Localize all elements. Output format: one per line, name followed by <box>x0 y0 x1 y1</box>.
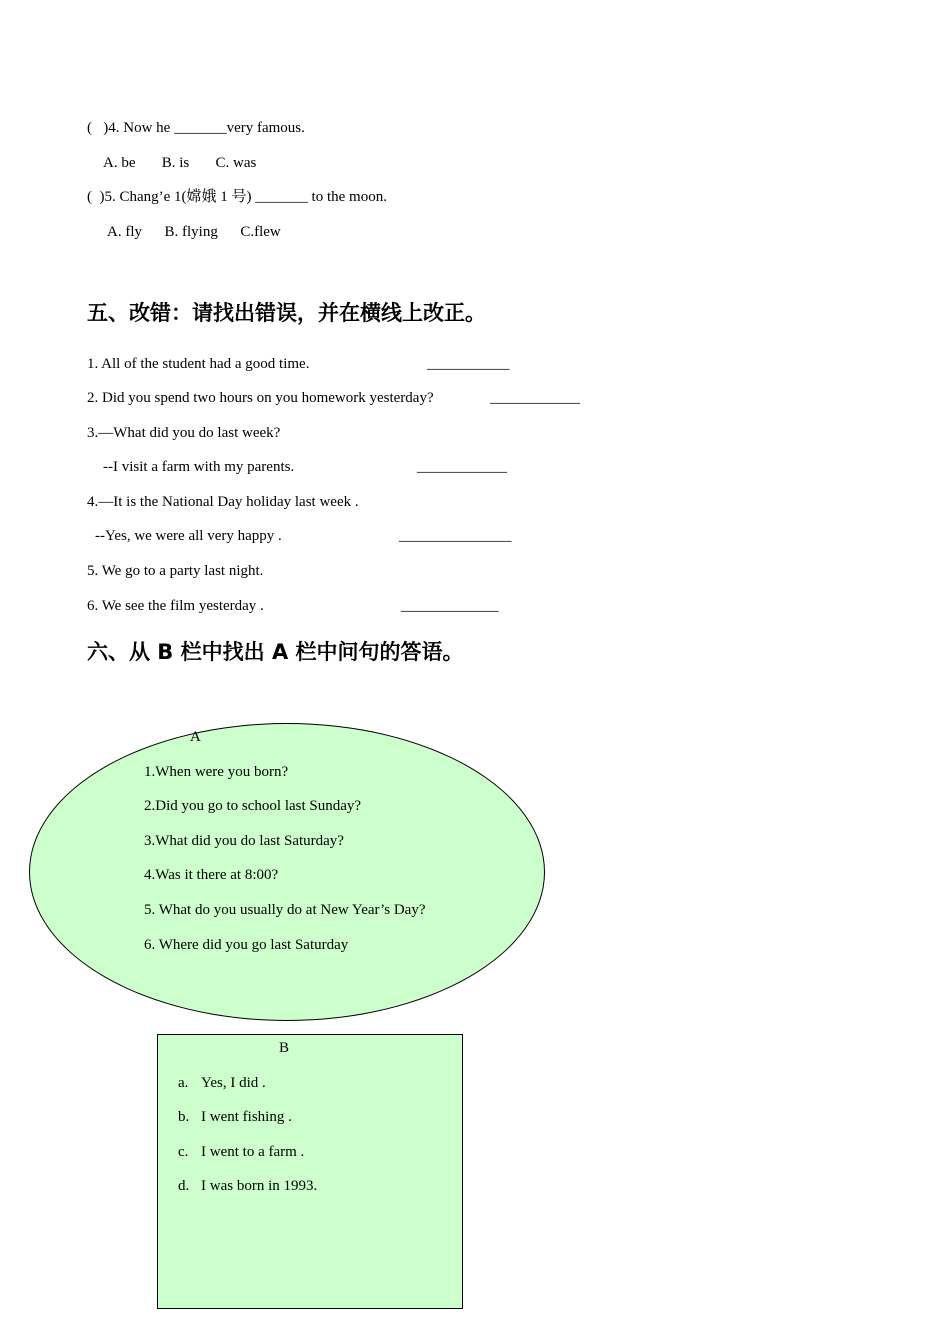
column-b-item-b: I went fishing . <box>201 1109 292 1125</box>
question-4-options: A. be B. is C. was <box>103 155 257 171</box>
correction-blank-1[interactable]: ___________ <box>427 356 510 372</box>
column-b-letter-d: d. <box>178 1178 190 1194</box>
column-b-letter-a: a. <box>178 1075 189 1091</box>
column-a-item-1: 1.When were you born? <box>144 764 289 780</box>
column-a-item-4: 4.Was it there at 8:00? <box>144 867 279 883</box>
section-5-heading: 五、改错：请找出错误，并在横线上改正。 <box>87 301 486 325</box>
question-4: ( )4. Now he _______very famous. <box>87 120 305 136</box>
correction-item-5: 5. We go to a party last night. <box>87 563 264 579</box>
correction-item-4-answer: --Yes, we were all very happy . <box>95 528 282 544</box>
column-a-label: A <box>190 729 201 745</box>
section-6-heading: 六、从 B 栏中找出 A 栏中问句的答语。 <box>87 640 464 664</box>
question-5: ( )5. Chang’e 1(嫦娥 1 号) _______ to the moon. <box>87 189 387 205</box>
correction-blank-3[interactable]: ____________ <box>417 459 507 475</box>
correction-item-6: 6. We see the film yesterday . <box>87 598 264 614</box>
correction-blank-4[interactable]: _______________ <box>399 528 512 544</box>
column-b-item-a: Yes, I did . <box>201 1075 266 1091</box>
column-a-item-6: 6. Where did you go last Saturday <box>144 937 349 953</box>
correction-blank-2[interactable]: ____________ <box>490 390 580 406</box>
correction-item-2: 2. Did you spend two hours on you homework yesterday? <box>87 390 434 406</box>
correction-blank-6[interactable]: _____________ <box>401 598 499 614</box>
column-b-letter-c: c. <box>178 1144 189 1160</box>
column-b-letter-b: b. <box>178 1109 190 1125</box>
column-b-item-c: I went to a farm . <box>201 1144 305 1160</box>
correction-item-4-question: 4.—It is the National Day holiday last week . <box>87 494 359 510</box>
question-5-options: A. fly B. flying C.flew <box>107 224 281 240</box>
correction-item-1: 1. All of the student had a good time. <box>87 356 310 372</box>
column-b-label: B <box>279 1040 290 1056</box>
column-a-item-3: 3.What did you do last Saturday? <box>144 833 344 849</box>
correction-item-3-question: 3.—What did you do last week? <box>87 425 281 441</box>
column-b-item-d: I was born in 1993. <box>201 1178 318 1194</box>
correction-item-3-answer: --I visit a farm with my parents. <box>103 459 295 475</box>
column-a-item-2: 2.Did you go to school last Sunday? <box>144 798 362 814</box>
column-a-item-5: 5. What do you usually do at New Year’s Day? <box>144 902 426 918</box>
